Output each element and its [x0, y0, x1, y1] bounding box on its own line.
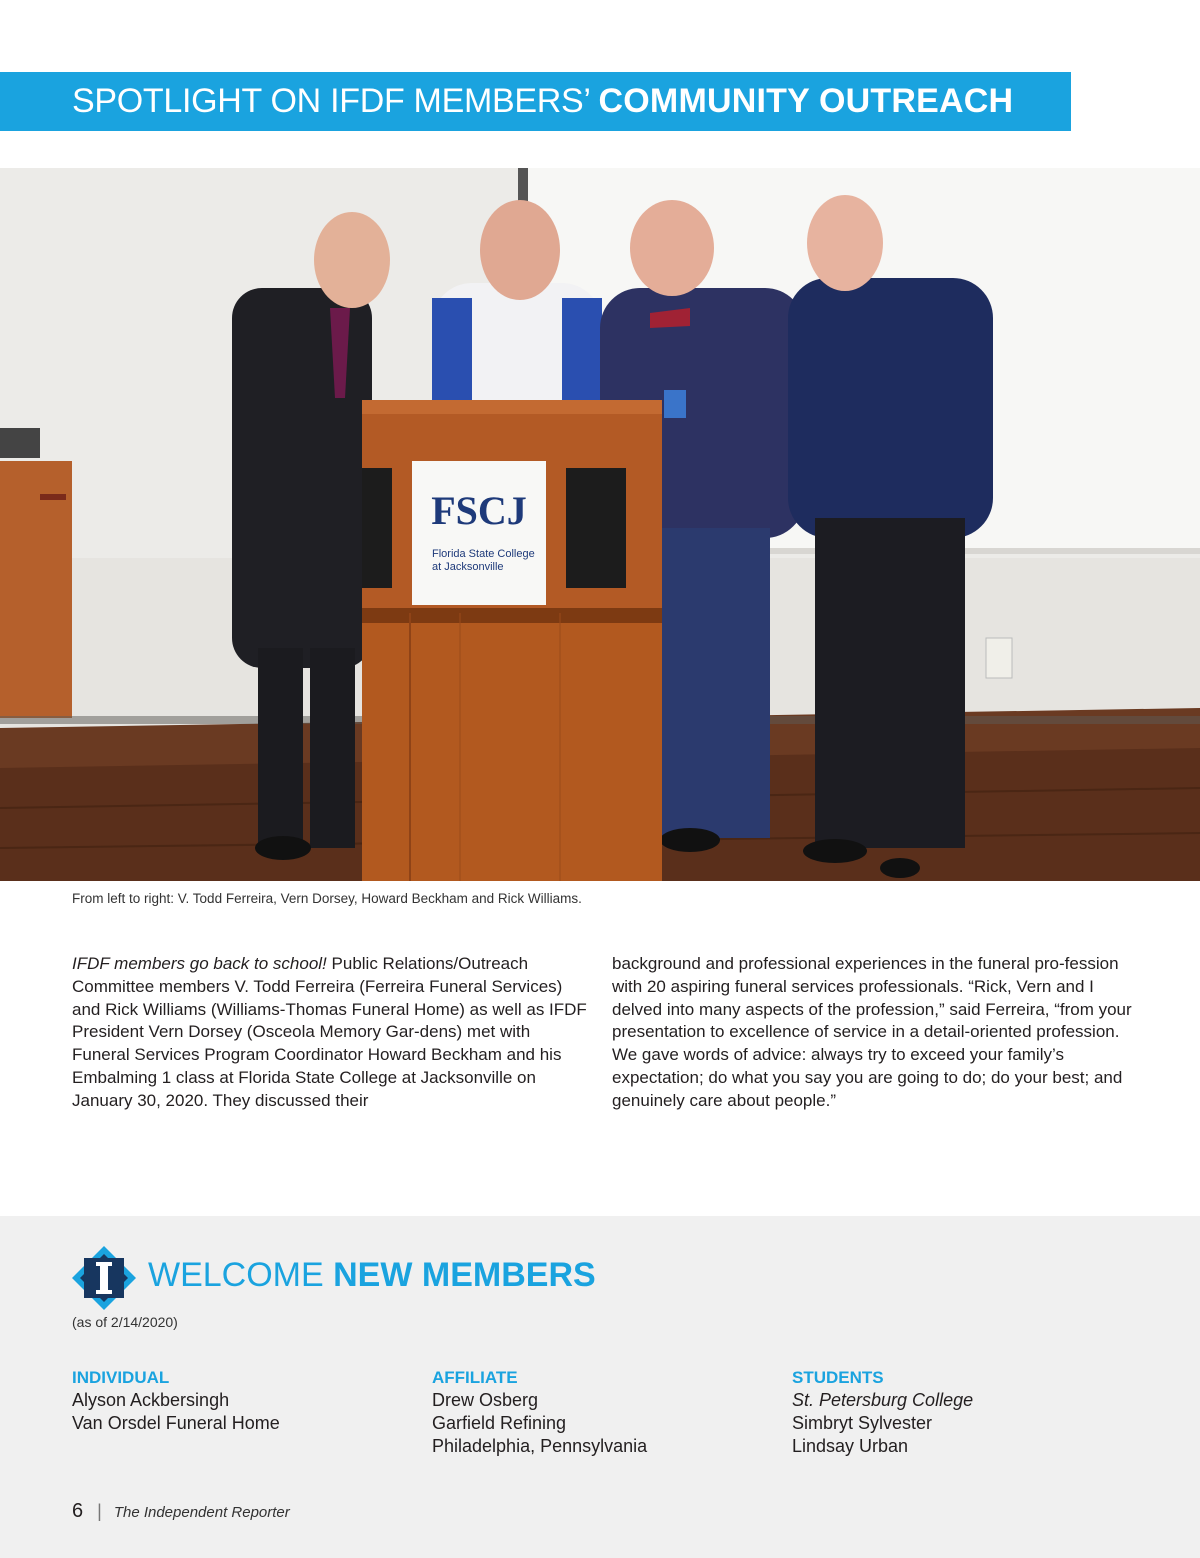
affiliate-heading: AFFILIATE: [432, 1368, 518, 1387]
students-heading: STUDENTS: [792, 1368, 884, 1387]
members-title-light: WELCOME: [148, 1256, 334, 1294]
students-item: Simbryt Sylvester: [792, 1413, 933, 1433]
students-group: [792, 1366, 973, 1458]
article-column-1: [72, 953, 592, 1113]
photo-caption: From left to right: V. Todd Ferreira, Vern Dorsey, Howard Beckham and Rick Williams.: [72, 891, 582, 906]
article-lead: IFDF members go back to school!: [72, 954, 327, 973]
podium-sign-line1: Florida State College: [432, 548, 535, 560]
individual-item: Alyson Ackbersingh: [72, 1390, 230, 1410]
members-title: [148, 1256, 596, 1295]
article-col2-text: background and professional experiences in the funeral pro-fession with 20 aspiring funeral services professionals. “Rick, Vern and I delved into many aspects of the profession,” said Ferreira, “from your presentation to excellence of service in a detail-oriented profession. We gave words of advice: always try to exceed your family’s expectation; do what you say you are going to do; do your best; and genuinely care about people.”: [612, 954, 1132, 1110]
members-as-of: (as of 2/14/2020): [72, 1314, 178, 1330]
banner-title-light: SPOTLIGHT ON IFDF MEMBERS’: [72, 82, 599, 120]
students-item: Lindsay Urban: [792, 1436, 909, 1456]
members-title-bold: NEW MEMBERS: [333, 1256, 596, 1294]
article-column-2: [612, 953, 1136, 1113]
page-number: 6: [72, 1500, 84, 1522]
ifdf-logo-icon: [72, 1246, 136, 1310]
podium-sign-title: FSCJ: [431, 488, 527, 533]
affiliate-item: Philadelphia, Pennsylvania: [432, 1436, 648, 1456]
article-col1-text: Public Relations/Outreach Committee members V. Todd Ferreira (Ferreira Funeral Services) and Rick Williams (Williams-Thomas Funeral Home) as well as IFDF President Vern Dorsey (Osceola Memory Gar-dens) met with Funeral Services Program Coordinator Howard Beckham and his Embalming 1 class at Florida State College at Jacksonville on January 30, 2020. They discussed their: [72, 954, 587, 1110]
individual-heading: INDIVIDUAL: [72, 1368, 170, 1387]
individual-group: [72, 1366, 280, 1435]
new-members-panel: [0, 1216, 1200, 1558]
students-school: St. Petersburg College: [792, 1390, 974, 1410]
publication-name: The Independent Reporter: [113, 1504, 290, 1521]
page-footer: [72, 1500, 290, 1523]
section-banner: [0, 72, 1071, 131]
individual-item: Van Orsdel Funeral Home: [72, 1413, 280, 1433]
footer-separator: |: [97, 1501, 102, 1521]
podium-sign-line2: at Jacksonville: [432, 561, 504, 573]
banner-title-bold: COMMUNITY OUTREACH: [598, 82, 1014, 120]
group-photo: [0, 168, 1200, 881]
affiliate-group: [432, 1366, 647, 1458]
affiliate-item: Drew Osberg: [432, 1390, 539, 1410]
affiliate-item: Garfield Refining: [432, 1413, 567, 1433]
